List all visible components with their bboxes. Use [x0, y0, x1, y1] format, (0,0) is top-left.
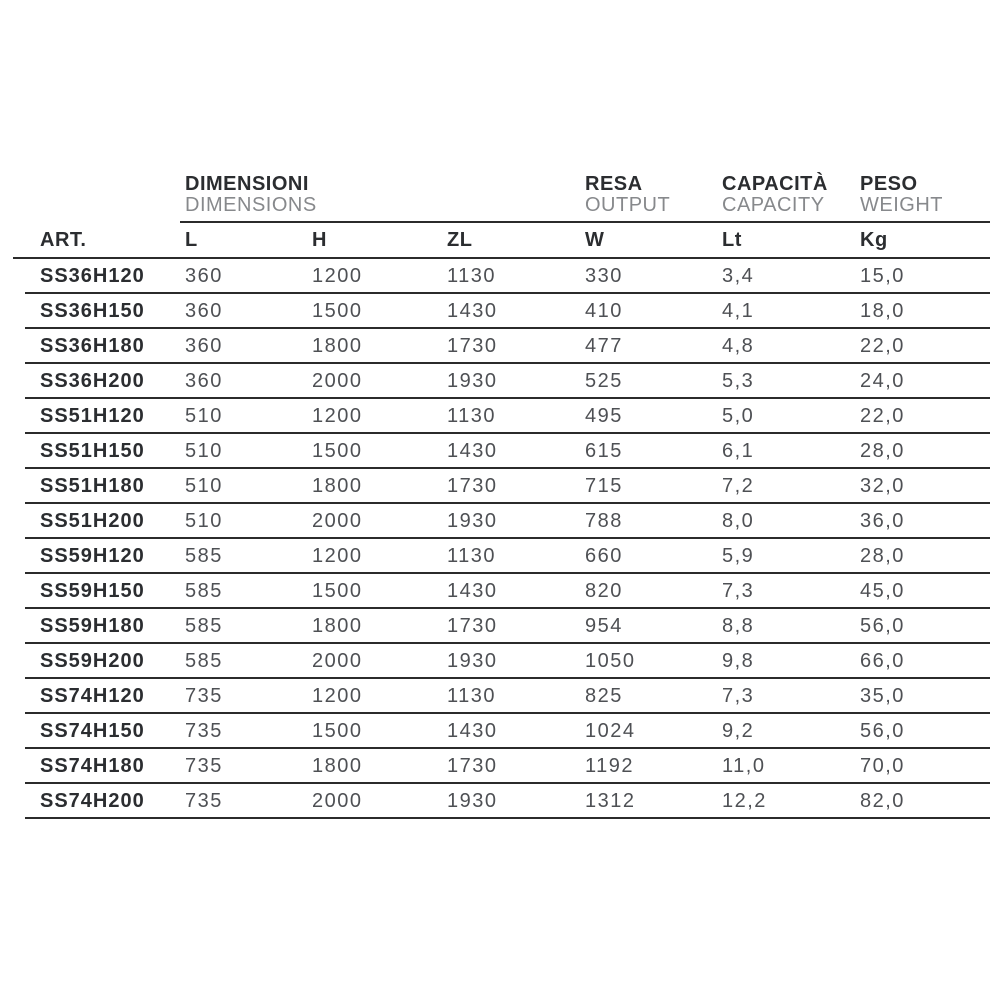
value-cell: 22,0: [860, 335, 905, 357]
table-row: [13, 504, 990, 539]
art-code: SS59H180: [40, 615, 145, 637]
value-cell: 330: [585, 265, 623, 287]
art-code: SS36H200: [40, 370, 145, 392]
value-cell: 5,0: [722, 405, 755, 427]
value-cell: 1130: [447, 265, 497, 287]
value-cell: 7,3: [722, 685, 755, 707]
group-header-cells: [180, 174, 990, 223]
table-row: [13, 539, 990, 574]
value-cell: 1800: [312, 755, 363, 777]
value-cell: 1930: [447, 510, 498, 532]
value-cell: 7,3: [722, 580, 755, 602]
art-code: SS36H180: [40, 335, 145, 357]
value-cell: 1930: [447, 790, 498, 812]
value-cell: 510: [185, 405, 223, 427]
value-cell: 9,8: [722, 650, 755, 672]
value-cell: 66,0: [860, 650, 905, 672]
value-cell: 495: [585, 405, 623, 427]
value-cell: 735: [185, 720, 223, 742]
value-cell: 510: [185, 440, 223, 462]
table-row: [13, 609, 990, 644]
art-code: SS51H180: [40, 475, 145, 497]
column-header-h: H: [312, 228, 327, 251]
value-cell: 12,2: [722, 790, 767, 812]
table-row: [13, 399, 990, 434]
value-cell: 6,1: [722, 440, 755, 462]
value-cell: 1312: [585, 790, 636, 812]
value-cell: 820: [585, 580, 623, 602]
value-cell: 1500: [312, 300, 363, 322]
value-cell: 1430: [447, 580, 498, 602]
value-cell: 28,0: [860, 545, 905, 567]
group-secondary-label: WEIGHT: [860, 194, 943, 216]
value-cell: 45,0: [860, 580, 905, 602]
value-cell: 1430: [447, 440, 498, 462]
value-cell: 1200: [312, 545, 363, 567]
value-cell: 525: [585, 370, 623, 392]
table-row: [13, 329, 990, 364]
art-code: SS59H150: [40, 580, 145, 602]
art-code: SS59H120: [40, 545, 145, 567]
table-row: [13, 574, 990, 609]
value-cell: 4,8: [722, 335, 755, 357]
value-cell: 1200: [312, 265, 363, 287]
value-cell: 477: [585, 335, 623, 357]
value-cell: 2000: [312, 650, 363, 672]
value-cell: 1430: [447, 720, 498, 742]
art-code: SS51H120: [40, 405, 145, 427]
group-primary-label: DIMENSIONI: [185, 173, 309, 195]
value-cell: 660: [585, 545, 623, 567]
group-header-dimensions: [180, 174, 580, 216]
value-cell: 1500: [312, 720, 363, 742]
value-cell: 1430: [447, 300, 498, 322]
value-cell: 715: [585, 475, 623, 497]
table-row: [13, 364, 990, 399]
art-column-spacer: [13, 174, 180, 223]
group-primary-label: RESA: [585, 173, 643, 195]
value-cell: 788: [585, 510, 623, 532]
value-cell: 1130: [447, 405, 497, 427]
value-cell: 3,4: [722, 265, 755, 287]
value-cell: 56,0: [860, 615, 905, 637]
value-cell: 615: [585, 440, 623, 462]
value-cell: 1800: [312, 335, 363, 357]
value-cell: 1800: [312, 475, 363, 497]
group-header-capacity: [717, 174, 855, 216]
value-cell: 1930: [447, 650, 498, 672]
spec-table: [13, 174, 990, 819]
table-body: [13, 259, 990, 819]
value-cell: 1930: [447, 370, 498, 392]
value-cell: 1730: [447, 475, 498, 497]
group-primary-label: PESO: [860, 173, 918, 195]
value-cell: 1130: [447, 685, 497, 707]
value-cell: 1730: [447, 335, 498, 357]
art-code: SS51H150: [40, 440, 145, 462]
table-row: [13, 679, 990, 714]
value-cell: 15,0: [860, 265, 905, 287]
value-cell: 22,0: [860, 405, 905, 427]
value-cell: 2000: [312, 790, 363, 812]
column-header-zl: ZL: [447, 228, 473, 251]
value-cell: 18,0: [860, 300, 905, 322]
value-cell: 36,0: [860, 510, 905, 532]
value-cell: 32,0: [860, 475, 905, 497]
value-cell: 585: [185, 615, 223, 637]
value-cell: 360: [185, 300, 223, 322]
group-secondary-label: CAPACITY: [722, 194, 825, 216]
value-cell: 585: [185, 650, 223, 672]
group-header-output: [580, 174, 717, 216]
value-cell: 1200: [312, 685, 363, 707]
value-cell: 735: [185, 685, 223, 707]
value-cell: 5,3: [722, 370, 755, 392]
group-primary-label: CAPACITÀ: [722, 173, 828, 195]
group-header-row: [13, 174, 990, 223]
art-code: SS74H150: [40, 720, 145, 742]
value-cell: 1130: [447, 545, 497, 567]
value-cell: 1050: [585, 650, 636, 672]
column-header-w: W: [585, 228, 605, 251]
value-cell: 70,0: [860, 755, 905, 777]
table-row: [13, 434, 990, 469]
value-cell: 1730: [447, 615, 498, 637]
value-cell: 1192: [585, 755, 635, 777]
table-row: [13, 749, 990, 784]
value-cell: 5,9: [722, 545, 755, 567]
art-code: SS74H200: [40, 790, 145, 812]
value-cell: 585: [185, 580, 223, 602]
column-header-art: ART.: [40, 228, 87, 251]
value-cell: 360: [185, 335, 223, 357]
value-cell: 11,0: [722, 755, 766, 777]
column-header-row: [13, 223, 990, 259]
value-cell: 585: [185, 545, 223, 567]
value-cell: 4,1: [722, 300, 755, 322]
art-code: SS36H120: [40, 265, 145, 287]
value-cell: 954: [585, 615, 623, 637]
table-row: [13, 714, 990, 749]
value-cell: 7,2: [722, 475, 755, 497]
table-row: [13, 259, 990, 294]
table-row: [13, 469, 990, 504]
value-cell: 1200: [312, 405, 363, 427]
art-code: SS74H120: [40, 685, 145, 707]
value-cell: 28,0: [860, 440, 905, 462]
value-cell: 360: [185, 370, 223, 392]
table-row: [13, 644, 990, 679]
value-cell: 1500: [312, 440, 363, 462]
value-cell: 9,2: [722, 720, 755, 742]
value-cell: 825: [585, 685, 623, 707]
art-code: SS74H180: [40, 755, 145, 777]
value-cell: 35,0: [860, 685, 905, 707]
value-cell: 2000: [312, 510, 363, 532]
value-cell: 510: [185, 510, 223, 532]
value-cell: 510: [185, 475, 223, 497]
value-cell: 1730: [447, 755, 498, 777]
art-code: SS51H200: [40, 510, 145, 532]
column-header-lt: Lt: [722, 228, 742, 251]
column-header-kg: Kg: [860, 228, 888, 251]
column-header-l: L: [185, 228, 198, 251]
value-cell: 735: [185, 790, 223, 812]
art-code: SS36H150: [40, 300, 145, 322]
group-header-weight: [855, 174, 990, 216]
art-code: SS59H200: [40, 650, 145, 672]
value-cell: 56,0: [860, 720, 905, 742]
value-cell: 24,0: [860, 370, 905, 392]
table-row: [13, 294, 990, 329]
group-secondary-label: OUTPUT: [585, 194, 671, 216]
value-cell: 8,0: [722, 510, 755, 532]
value-cell: 1024: [585, 720, 636, 742]
value-cell: 1800: [312, 615, 363, 637]
value-cell: 82,0: [860, 790, 905, 812]
value-cell: 735: [185, 755, 223, 777]
value-cell: 2000: [312, 370, 363, 392]
value-cell: 410: [585, 300, 623, 322]
group-secondary-label: DIMENSIONS: [185, 194, 317, 216]
value-cell: 360: [185, 265, 223, 287]
value-cell: 1500: [312, 580, 363, 602]
table-row: [13, 784, 990, 819]
value-cell: 8,8: [722, 615, 755, 637]
